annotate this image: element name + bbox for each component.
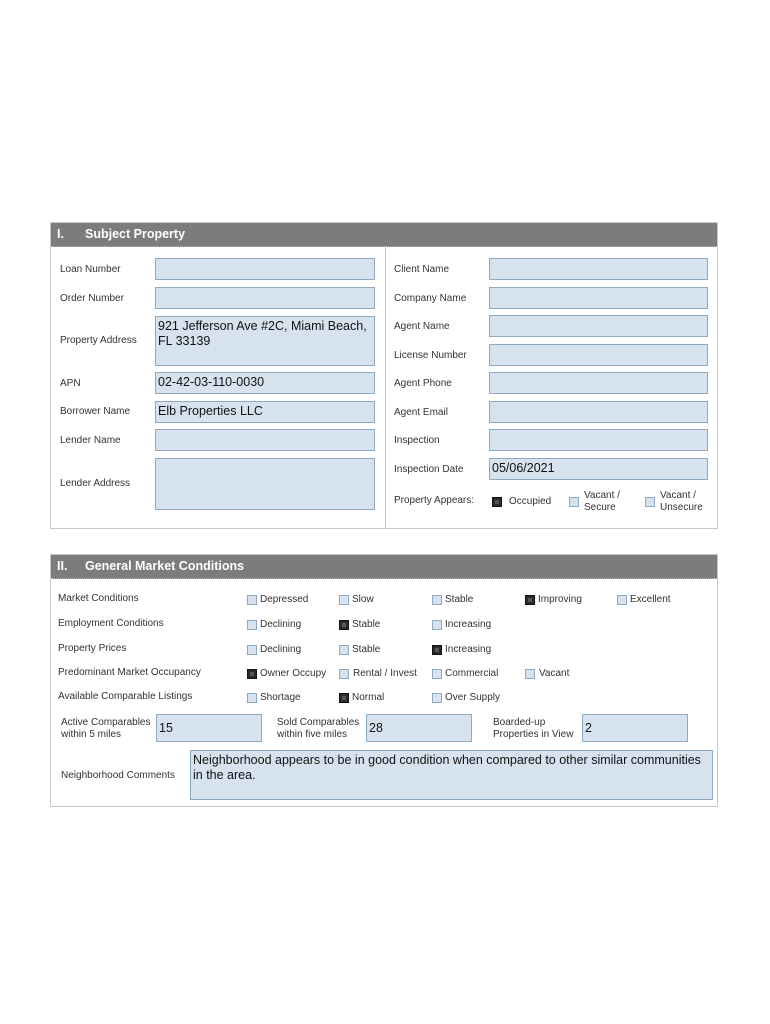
depressed-label: Depressed [260,594,309,605]
lender-name-field[interactable] [155,429,375,451]
vacant-label: Vacant [539,668,570,679]
loan-number-field[interactable] [155,258,375,280]
shortage-checkbox[interactable] [247,693,257,703]
section-title: General Market Conditions [85,559,245,573]
property-address-label: Property Address [60,335,137,346]
slow-label: Slow [352,594,374,605]
client-name-label: Client Name [394,264,450,275]
prices-declining-checkbox[interactable] [247,645,257,655]
neighborhood-comments-field[interactable]: Neighborhood appears to be in good condition when compared to other similar communities in the area. [190,750,713,800]
apn-label: APN [60,378,81,389]
improving-label: Improving [538,594,582,605]
rental-invest-checkbox[interactable] [339,669,349,679]
order-number-label: Order Number [60,293,124,304]
market-occupancy-label: Predominant Market Occupancy [58,667,201,678]
agent-email-field[interactable] [489,401,708,423]
active-comparables-label: Active Comparables within 5 miles [61,717,151,740]
lender-name-label: Lender Name [60,435,121,446]
apn-field[interactable]: 02-42-03-110-0030 [155,372,375,394]
company-name-label: Company Name [394,293,467,304]
employment-stable-checkbox[interactable] [339,620,349,630]
license-number-label: License Number [394,350,467,361]
employment-declining-checkbox[interactable] [247,620,257,630]
vacant-checkbox[interactable] [525,669,535,679]
prices-stable-checkbox[interactable] [339,645,349,655]
borrower-name-label: Borrower Name [60,406,131,417]
employment-declining-label: Declining [260,619,302,630]
depressed-checkbox[interactable] [247,595,257,605]
stable-label: Stable [445,594,474,605]
section-number: I. [57,227,64,241]
normal-label: Normal [352,692,385,703]
inspection-date-label: Inspection Date [394,464,464,475]
agent-email-label: Agent Email [394,407,448,418]
agent-phone-field[interactable] [489,372,708,394]
boarded-up-label: Boarded-up Properties in View [493,717,574,740]
neighborhood-comments-label: Neighborhood Comments [61,770,175,781]
vacant-unsecure-label: Vacant / Unsecure [660,490,703,513]
property-address-field[interactable]: 921 Jefferson Ave #2C, Miami Beach, FL 33139 [155,316,375,366]
borrower-name-field[interactable]: Elb Properties LLC [155,401,375,423]
section-number: II. [57,559,68,573]
vacant-unsecure-checkbox[interactable] [645,497,655,507]
license-number-field[interactable] [489,344,708,366]
property-appears-label: Property Appears: [394,495,475,506]
employment-increasing-checkbox[interactable] [432,620,442,630]
agent-phone-label: Agent Phone [394,378,452,389]
prices-increasing-label: Increasing [445,644,492,655]
inspection-date-field[interactable]: 05/06/2021 [489,458,708,480]
loan-number-label: Loan Number [60,264,121,275]
owner-occupy-checkbox[interactable] [247,669,257,679]
prices-declining-label: Declining [260,644,302,655]
employment-conditions-label: Employment Conditions [58,618,164,629]
active-comparables-field[interactable]: 15 [156,714,262,742]
rental-invest-label: Rental / Invest [353,668,417,679]
sold-comparables-field[interactable]: 28 [366,714,472,742]
excellent-label: Excellent [630,594,671,605]
company-name-field[interactable] [489,287,708,309]
inspection-field[interactable] [489,429,708,451]
vacant-secure-checkbox[interactable] [569,497,579,507]
section-title: Subject Property [85,227,186,241]
section-header [51,223,717,247]
market-conditions-section [50,554,718,807]
commercial-checkbox[interactable] [432,669,442,679]
vacant-secure-label: Vacant / Secure [584,490,620,513]
boarded-up-field[interactable]: 2 [582,714,688,742]
slow-checkbox[interactable] [339,595,349,605]
employment-increasing-label: Increasing [445,619,492,630]
market-conditions-label: Market Conditions [58,593,139,604]
owner-occupy-label: Owner Occupy [260,668,327,679]
sold-comparables-label: Sold Comparables within five miles [277,717,360,740]
employment-stable-label: Stable [352,619,381,630]
agent-name-field[interactable] [489,315,708,337]
client-name-field[interactable] [489,258,708,280]
over-supply-checkbox[interactable] [432,693,442,703]
over-supply-label: Over Supply [445,692,501,703]
order-number-field[interactable] [155,287,375,309]
prices-stable-label: Stable [352,644,381,655]
prices-increasing-checkbox[interactable] [432,645,442,655]
comparable-listings-label: Available Comparable Listings [58,691,193,702]
normal-checkbox[interactable] [339,693,349,703]
stable-checkbox[interactable] [432,595,442,605]
property-prices-label: Property Prices [58,643,127,654]
section-header [51,555,717,579]
occupied-checkbox[interactable] [492,497,502,507]
subject-property-section [50,222,718,529]
agent-name-label: Agent Name [394,321,450,332]
excellent-checkbox[interactable] [617,595,627,605]
lender-address-label: Lender Address [60,478,131,489]
column-divider [385,247,386,529]
lender-address-field[interactable] [155,458,375,510]
shortage-label: Shortage [260,692,301,703]
occupied-label: Occupied [509,496,552,507]
improving-checkbox[interactable] [525,595,535,605]
commercial-label: Commercial [445,668,499,679]
inspection-label: Inspection [394,435,440,446]
